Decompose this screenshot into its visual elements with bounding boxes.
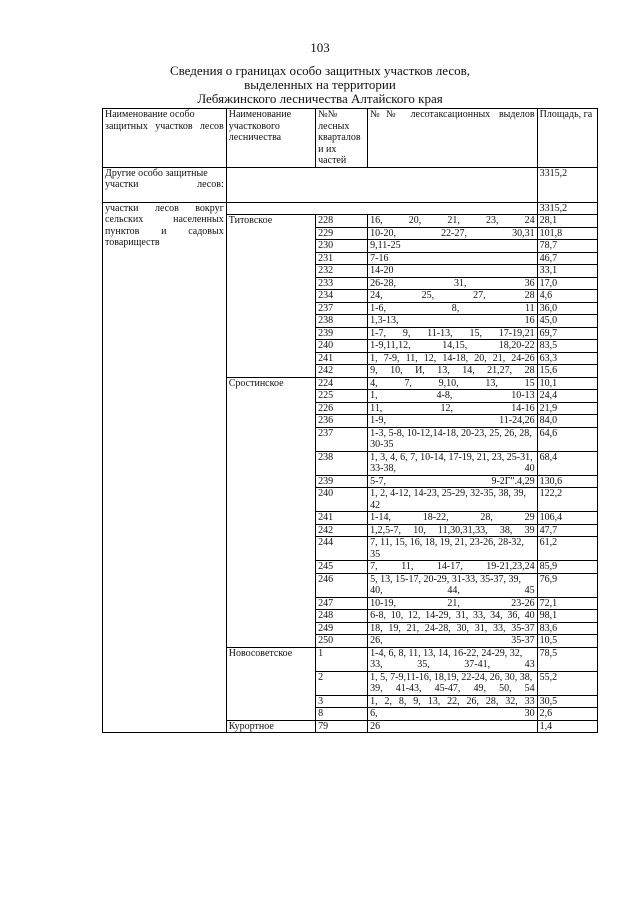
quarter-cell: 224 — [316, 377, 368, 390]
area-cell: 28,1 — [537, 215, 597, 228]
plots-cell: 1, 5, 7-9,11-16, 18,19, 22-24, 26, 30, 38, 39, 41-43, 45-47, 49, 50, 54 — [368, 671, 538, 695]
quarter-cell: 79 — [316, 720, 368, 733]
plots-cell: 14-20 — [368, 265, 538, 278]
plots-cell: 24, 25, 27, 28 — [368, 290, 538, 303]
plots-cell: 7, 11, 15, 16, 18, 19, 21, 23-26, 28-32, 35 — [368, 537, 538, 561]
area-cell: 76,9 — [537, 573, 597, 597]
plots-cell: 1,3-13, 16 — [368, 315, 538, 328]
quarter-cell: 247 — [316, 597, 368, 610]
quarter-cell: 241 — [316, 352, 368, 365]
plots-cell: 11, 12, 14-16 — [368, 402, 538, 415]
plots-cell: 7-16 — [368, 252, 538, 265]
area-cell: 63,3 — [537, 352, 597, 365]
area-cell: 24,4 — [537, 390, 597, 403]
title-line-2: выделенных на территории — [244, 77, 396, 92]
area-cell: 72,1 — [537, 597, 597, 610]
plots-cell: 9, 10, И, 13, 14, 21,27, 28 — [368, 365, 538, 378]
forestry-name-cell: Титовское — [226, 215, 315, 378]
area-cell: 2,6 — [537, 708, 597, 721]
quarter-cell: 240 — [316, 488, 368, 512]
area-cell: 83,5 — [537, 340, 597, 353]
quarter-cell: 234 — [316, 290, 368, 303]
quarter-cell: 3 — [316, 695, 368, 708]
quarter-cell: 242 — [316, 365, 368, 378]
area-cell: 130,6 — [537, 475, 597, 488]
plots-cell: 1,2,5-7, 10, 11,30,31,33, 38, 39 — [368, 524, 538, 537]
header-quarters: №№ лесных кварталов и их частей — [316, 109, 368, 168]
plots-cell: 1-7, 9, 11-13, 15, 17-19,21 — [368, 327, 538, 340]
plots-cell: 1-6, 8, 11 — [368, 302, 538, 315]
village-areas-row — [103, 202, 598, 215]
plots-cell: 9,11-25 — [368, 240, 538, 253]
plots-cell: 1-3, 5-8, 10-12,14-18, 20-23, 25, 26, 28, 30-35 — [368, 427, 538, 451]
village-areas-text: участки лесов вокруг сельских населенных пунктов и садовых товариществ — [105, 202, 224, 248]
forestry-name-cell: Новосоветское — [226, 647, 315, 720]
header-forestry: Наименование участкового лесничества — [226, 109, 315, 168]
quarter-cell: 233 — [316, 277, 368, 290]
other-areas-row — [103, 167, 598, 202]
plots-cell: 1, 4-8, 10-13 — [368, 390, 538, 403]
forestry-name-cell: Сростинское — [226, 377, 315, 647]
plots-cell: 10-19, 21, 23-26 — [368, 597, 538, 610]
area-cell: 69,7 — [537, 327, 597, 340]
area-cell: 64,6 — [537, 427, 597, 451]
plots-cell: 10-20, 22-27, 30,31 — [368, 227, 538, 240]
quarter-cell: 8 — [316, 708, 368, 721]
area-cell: 61,2 — [537, 537, 597, 561]
quarter-cell: 1 — [316, 647, 368, 671]
area-cell: 17,0 — [537, 277, 597, 290]
quarter-cell: 237 — [316, 427, 368, 451]
area-cell: 106,4 — [537, 512, 597, 525]
forest-areas-table — [102, 108, 598, 733]
quarter-cell: 239 — [316, 475, 368, 488]
quarter-cell: 237 — [316, 302, 368, 315]
plots-cell: 1, 7-9, 11, 12, 14-18, 20, 21, 24-26 — [368, 352, 538, 365]
quarter-cell: 245 — [316, 561, 368, 574]
village-areas-area: 3315,2 — [537, 202, 597, 215]
area-cell: 33,1 — [537, 265, 597, 278]
header-plots: №№ лесотаксационных выделов — [368, 109, 538, 168]
other-areas-empty — [226, 167, 537, 202]
area-cell: 101,8 — [537, 227, 597, 240]
quarter-cell: 236 — [316, 415, 368, 428]
area-cell: 122,2 — [537, 488, 597, 512]
quarter-cell: 246 — [316, 573, 368, 597]
area-cell: 1,4 — [537, 720, 597, 733]
plots-cell: 26-28, 31, 36 — [368, 277, 538, 290]
plots-cell: 4, 7, 9,10, 13, 15 — [368, 377, 538, 390]
area-cell: 78,5 — [537, 647, 597, 671]
plots-cell: 1-14, 18-22, 28, 29 — [368, 512, 538, 525]
header-area: Площадь, га — [537, 109, 597, 168]
header-name: Наименование особо защитных участков лесов — [103, 109, 227, 168]
quarter-cell: 228 — [316, 215, 368, 228]
quarter-cell: 232 — [316, 265, 368, 278]
plots-cell: 26 — [368, 720, 538, 733]
quarter-cell: 240 — [316, 340, 368, 353]
table-header-row — [103, 109, 598, 168]
plots-cell: 1-4, 6, 8, 11, 13, 14, 16-22, 24-29, 32, 33, 35, 37-41, 43 — [368, 647, 538, 671]
area-cell: 46,7 — [537, 252, 597, 265]
quarter-cell: 239 — [316, 327, 368, 340]
other-areas-area: 3315,2 — [537, 167, 597, 202]
area-cell: 83,6 — [537, 622, 597, 635]
area-cell: 98,1 — [537, 610, 597, 623]
area-cell: 4,6 — [537, 290, 597, 303]
quarter-cell: 242 — [316, 524, 368, 537]
area-cell: 10,1 — [537, 377, 597, 390]
table-body — [103, 167, 598, 733]
quarter-cell: 241 — [316, 512, 368, 525]
plots-cell: 6, 30 — [368, 708, 538, 721]
area-cell: 10,5 — [537, 635, 597, 648]
village-areas-label — [103, 202, 227, 733]
quarter-cell: 229 — [316, 227, 368, 240]
quarter-cell: 2 — [316, 671, 368, 695]
quarter-cell: 238 — [316, 315, 368, 328]
plots-cell: 5, 13, 15-17, 20-29, 31-33, 35-37, 39, 40, 44, 45 — [368, 573, 538, 597]
forestry-name-cell: Курортное — [226, 720, 315, 733]
area-cell: 84,0 — [537, 415, 597, 428]
plots-cell: 1, 2, 4-12, 14-23, 25-29, 32-35, 38, 39, 42 — [368, 488, 538, 512]
plots-cell: 1, 2, 8, 9, 13, 22, 26, 28, 32, 33 — [368, 695, 538, 708]
area-cell: 78,7 — [537, 240, 597, 253]
area-cell: 68,4 — [537, 451, 597, 475]
quarter-cell: 231 — [316, 252, 368, 265]
page-number: 103 — [310, 40, 330, 55]
plots-cell: 16, 20, 21, 23, 24 — [368, 215, 538, 228]
plots-cell: 1-9,11,12, 14,15, 18,20-22 — [368, 340, 538, 353]
other-areas-label: Другие особо защитные участки лесов: — [103, 167, 227, 202]
plots-cell: 26, 35-37 — [368, 635, 538, 648]
quarter-cell: 250 — [316, 635, 368, 648]
area-cell: 55,2 — [537, 671, 597, 695]
title-line-1: Сведения о границах особо защитных участков лесов, — [169, 63, 471, 78]
area-cell: 21,9 — [537, 402, 597, 415]
title-line-3: Лебяжинского лесничества Алтайского края — [197, 91, 443, 106]
quarter-cell: 248 — [316, 610, 368, 623]
quarter-cell: 238 — [316, 451, 368, 475]
plots-cell: 1-9, 11-24,26 — [368, 415, 538, 428]
quarter-cell: 230 — [316, 240, 368, 253]
area-cell: 30,5 — [537, 695, 597, 708]
plots-cell: 6-8, 10, 12, 14-29, 31, 33, 34, 36, 40 — [368, 610, 538, 623]
plots-cell: 1, 3, 4, 6, 7, 10-14, 17-19, 21, 23, 25-31, 33-38, 40 — [368, 451, 538, 475]
quarter-cell: 226 — [316, 402, 368, 415]
plots-cell: 5-7, 9-2Г".4,29 — [368, 475, 538, 488]
quarter-cell: 225 — [316, 390, 368, 403]
area-cell: 45,0 — [537, 315, 597, 328]
plots-cell: 18, 19, 21, 24-28, 30, 31, 33, 35-37 — [368, 622, 538, 635]
plots-cell: 7, 11, 14-17, 19-21,23,24 — [368, 561, 538, 574]
area-cell: 47,7 — [537, 524, 597, 537]
quarter-cell: 249 — [316, 622, 368, 635]
area-cell: 85,9 — [537, 561, 597, 574]
quarter-cell: 244 — [316, 537, 368, 561]
area-cell: 36,0 — [537, 302, 597, 315]
area-cell: 15,6 — [537, 365, 597, 378]
village-areas-empty — [226, 202, 537, 215]
